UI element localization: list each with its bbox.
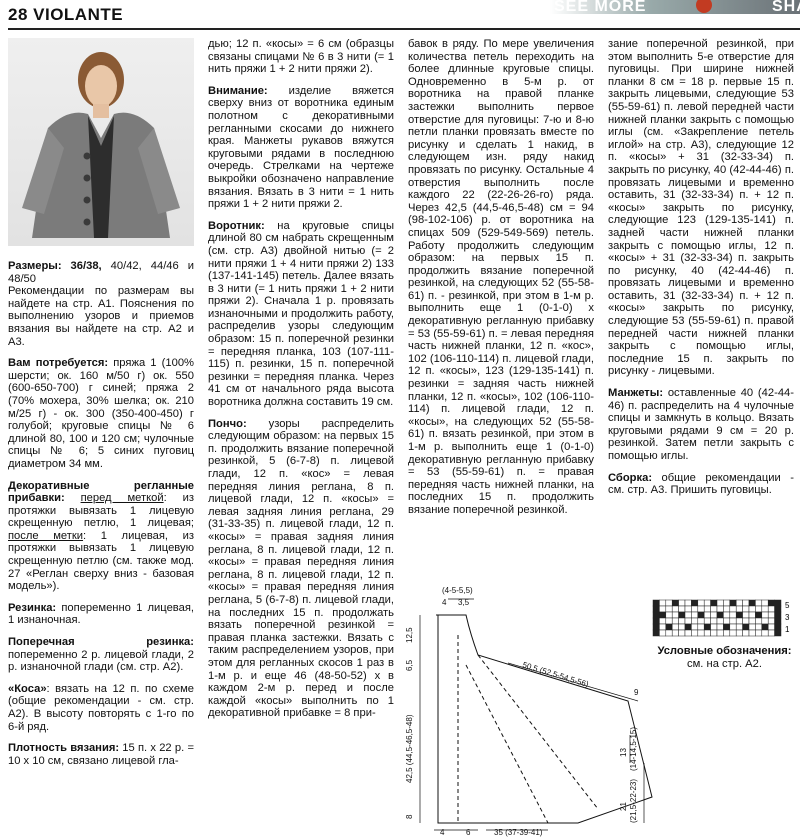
chart-cell (730, 606, 736, 612)
chart-cell (666, 618, 672, 624)
chart-cell (723, 606, 729, 612)
dim-top: (4-5-5,5) (442, 586, 473, 595)
chart-row-3: 3 (785, 613, 790, 622)
chart-cell (659, 624, 665, 630)
dim-21: 21 (619, 802, 628, 811)
dim-6-5: 6,5 (405, 659, 414, 671)
chart-cell (775, 606, 781, 612)
chart-cell (717, 624, 723, 630)
chart-cell (711, 606, 717, 612)
sizes-values: 40/42, 44/46 и 48/50 (8, 260, 194, 285)
chart-cell (666, 600, 672, 606)
attention-text: изделие вяжется сверху вниз от воротника единым полотном с декоративными регланными скосами до нижнего края. Манжеты рукавов вяжутся круговыми рядами в последнюю очередь. Стрелками на чертеже выкройки обозначено направление вязания. Вязать в 3 нити = 1 нить пряжи 1 + 2 нити пряжи 2. (208, 84, 394, 211)
raglan-after-text: : 1 лицевая, из протяжки вывязать 1 лицевую скрещенную петлю (см. также мод. 27 «Реглан сверху вниз - базовая модель»). (8, 529, 194, 593)
chart-cell (768, 624, 774, 630)
dim-bottom-4: 4 (440, 828, 445, 837)
chart-cell (775, 630, 781, 636)
cuffs-label: Манжеты: (608, 387, 664, 400)
chart-cell (659, 618, 665, 624)
chart-cell (768, 618, 774, 624)
chart-cell (691, 624, 697, 630)
chart-cell (730, 630, 736, 636)
chart-cell (679, 624, 685, 630)
chart-cell (659, 612, 665, 618)
chart-cell (743, 630, 749, 636)
gauge-continued: дью; 12 п. «косы» = 6 см (образцы связаны спицами № 6 в 3 нити (= 1 нить пряжи 1 + 2 нити пряжи 2). (208, 38, 394, 76)
chart-cell (762, 606, 768, 612)
chart-cell (704, 618, 710, 624)
chart-cell (730, 624, 736, 630)
dim-50-5: 50,5 (52,5-54,5-56) (521, 660, 590, 689)
chart-cell (672, 612, 678, 618)
chart-cell (691, 612, 697, 618)
assembly-paragraph (608, 472, 794, 497)
chart-cell (704, 600, 710, 606)
raglan-label: Декоративные регланные прибавки: (8, 479, 194, 505)
materials-paragraph (8, 357, 194, 470)
chart-cell (768, 612, 774, 618)
legend-text: см. на стр. А2. (687, 658, 762, 670)
density-paragraph (8, 742, 194, 767)
chart-cell (666, 624, 672, 630)
chart-cell (685, 624, 691, 630)
chart-cell (730, 612, 736, 618)
chart-cell (711, 612, 717, 618)
cuffs-text: оставленные 40 (42-44-46) п. распределить на 4 чулочные спицы и замкнуть в кольцо. Вязать круговыми рядами 9 см = 20 р. резинкой. Затем петли закрыть с помощью иглы. (608, 387, 794, 462)
chart-cell (672, 624, 678, 630)
raglan-before-label: перед меткой (80, 492, 164, 505)
chart-cell (698, 630, 704, 636)
chart-cell (762, 618, 768, 624)
chart-cell (736, 600, 742, 606)
chart-cell (717, 630, 723, 636)
chart-cell (743, 612, 749, 618)
woman-in-cardigan-image (8, 38, 194, 246)
chart-cell (755, 624, 761, 630)
density-text: 15 п. х 22 р. = 10 х 10 см, связано лицевой гла- (8, 742, 194, 767)
sizes-recommend: Рекомендации по размерам вы найдете на стр. А1. Пояснения по выполнению узоров и приемов вязания вы найдете на стр. А2 и А3. (8, 285, 194, 348)
cross-rib-text: попеременно 2 р. лицевой глади, 2 р. изнаночной глади (см. стр. А2). (8, 648, 194, 674)
chart-cell (704, 606, 710, 612)
chart-cell (775, 600, 781, 606)
braid-chart (651, 598, 791, 638)
chart-cell (762, 630, 768, 636)
column-1 (8, 260, 194, 776)
chart-cell (672, 618, 678, 624)
chart-cell (679, 618, 685, 624)
cross-rib-paragraph (8, 636, 194, 674)
braid-text: : вязать на 12 п. по схеме (общие рекомендации - см. стр. А2). В высоту повторять с 1-го по 6-й ряд. (8, 682, 194, 733)
chart-cell (768, 600, 774, 606)
chart-cell (679, 600, 685, 606)
poncho-paragraph (208, 418, 394, 720)
chart-cell (736, 630, 742, 636)
chart-cell (749, 618, 755, 624)
chart-cell (685, 600, 691, 606)
dim-12-5: 12,5 (405, 627, 414, 643)
dim-21-5: (21,5-22-23) (629, 778, 638, 823)
poncho-text: узоры распределить следующим образом: на первых 15 п. продолжить вязание поперечной резинкой, 5 (6-7-8) п. лицевой глади, 12 п. «кос» = левая передняя линия реглана, 8 п. лицевой глади, 12 п. «косы» = левая задняя линия реглана, 29 (31-33-35) п. лицевой глади, 12 п. «косы» = правая задняя линия реглана, 8 п. лицевой глади, 12 п. «косы» = правая передняя линия реглана, 8 п. лицевой глади, 12 п. «косы» = правая передняя линия реглана, 5 (6-7-8) п. лицевой глади, на последних 15 п. продолжать вязать поперечной резинкой = правая планка застежки. Вязать с таким распределением узоров, при этом для регланных скосов 1 раз в 1-м р. и еще 46 (48-50-52) х в каждом 2-м р. перед и после каждой «косы» выполнить по 1 декоративной прибавке = 8 при- (208, 417, 394, 720)
dim-bottom-6: 6 (466, 828, 471, 837)
chart-cell (704, 624, 710, 630)
band-paragraph: зание поперечной резинкой, при этом выполнить 5-е отверстие для пуговицы. При ширине нижней планки 8 см = 18 р. первые 15 п. закрыть лицевыми, следующие 53 (55-59-61) п. левой передней части нижней планки закрыть с помощью иглы (см. «Закрепление петель иглой» на стр. А3), следующие 12 п. «косы» + 31 (32-33-34) п. закрыть по рисунку, 40 (42-44-46) п. провязать лицевыми и временно оставить, 31 (32-33-34) п. + 12 п. «косы» закрыть по рисунку, следующие 123 (129-135-141) п. задней части нижней планки закрыть с помощью иглы, 12 п. «косы» + 31 (32-33-34) п. закрыть по рисунку, 40 (42-44-46) п. провязать лицевыми и временно оставить, 31 (32-33-34) п. + 12 п. «косы» закрыть по рисунку, следующие 53 (55-59-61) п. правой передней части нижней планки закрыть с помощью иглы, последние 15 п. закрыть по рисунку - лицевыми. (608, 38, 794, 378)
chart-cell (743, 606, 749, 612)
chart-cell (755, 630, 761, 636)
chart-cell (723, 618, 729, 624)
sizes-paragraph (8, 260, 194, 348)
chart-cell (736, 624, 742, 630)
see-more-label[interactable]: SEE MORE (554, 0, 647, 15)
chart-cell (653, 618, 659, 624)
chart-row-5: 5 (785, 601, 790, 610)
chart-cell (698, 618, 704, 624)
rib-label: Резинка: (8, 601, 57, 614)
sizes-label: Размеры: 36/38, (8, 260, 102, 272)
chart-cell (730, 618, 736, 624)
legend-title: Условные обозначения: (657, 645, 792, 657)
poncho-continued: бавок в ряду. По мере увеличения количества петель переходить на более длинные круговые спицы. Одновременно в 5-м р. от воротника на правой планке застежки выполнить первое отверстие для пуговицы: 7-ю и 8-ю петли планки провязать вместе по рисунку и сделать 1 накид, в следующем изн. ряду накид провязать по рисунку. Остальные 4 отверстия выполнить после каждого 22 (22-26-26-го) ряда. Через 42,5 (44,5-46,5-48) см = 94 (98-102-106) р. от воротника на спицах 509 (529-549-569) петель. Работу продолжить следующим образом: на первых 15 п. продолжить вязание поперечной резинкой, на следующих 52 (55-58-61) п. - резинкой, при этом в 1-м р. выполнить еще 1 (0-1-0) х декоративную регланную прибавку = 53 (55-59-61) п. = левая передняя часть нижней планки, 12 п. «кос», 102 (106-110-114) п. лицевой глади, 12 п. «косы», 123 (129-135-141) п. резинки = задняя часть нижней планки, 12 п. «косы», 102 (106-110-114) п. лицевой глади, 12 п. «косы», на следующих 52 (55-58-61) п. вязать резинкой, при этом в 1-м р. выполнить еще 1 (0-1-0) декоративную регланную прибавку = 53 (55-59-61) п. = правая передняя часть нижней планки, на последних 15 п. продолжить вязание поперечной резинкой. (408, 38, 594, 516)
column-2 (208, 38, 394, 729)
chart-cell (762, 600, 768, 606)
chart-cell (723, 600, 729, 606)
chart-cell (775, 618, 781, 624)
chart-cell (653, 612, 659, 618)
chart-cell (698, 600, 704, 606)
collar-text: на круговые спицы длиной 80 см набрать скрещенным (см. стр. А3) двойной нитью (= 2 нити пряжи 1 + 4 нити пряжи 2) 133 (137-141-145) петель. Далее вязать в 3 нити (= 1 нить пряжи 1 + 2 нити пряжи 2). Сначала 1 р. провязать изнаночными и продолжить работу, распределив узоры следующим образом: 15 п. поперечной резинки = передняя планка, 103 (107-111-115) п. резинки, 15 п. поперечной резинки = передняя планка. Через 41 см от начального ряда высота воротника должна составить 19 см. (208, 219, 394, 409)
chart-cell (698, 624, 704, 630)
chart-cell (691, 630, 697, 636)
dim-13: 13 (619, 748, 628, 757)
chart-cell (711, 630, 717, 636)
chart-cell (672, 600, 678, 606)
chart-cell (736, 618, 742, 624)
chart-cell (755, 600, 761, 606)
dim-8: 8 (405, 814, 414, 819)
chart-cell (679, 630, 685, 636)
share-label-cut[interactable]: SHA (772, 0, 809, 15)
top-bar (0, 0, 809, 30)
poncho-label: Пончо: (208, 417, 247, 430)
raglan-before-text: : из протяжки вывязать 1 лицевую скрещенную петлю, 1 лицевая; (8, 492, 194, 530)
title-rule (8, 28, 800, 30)
chart-cell (685, 612, 691, 618)
attention-label: Внимание: (208, 84, 268, 97)
chart-cell (672, 606, 678, 612)
legend-block (652, 645, 797, 671)
chart-cell (698, 612, 704, 618)
chart-row-1: 1 (785, 625, 790, 634)
dim-3-5: 3,5 (458, 598, 470, 607)
chart-cell (723, 624, 729, 630)
chart-cell (755, 606, 761, 612)
chart-cell (659, 600, 665, 606)
chart-cell (679, 612, 685, 618)
materials-text: пряжа 1 (100% шерсти; ок. 160 м/50 г) ок. 550 (600-650-700) г синей; пряжа 2 (70% мохера, 30% шелка; ок. 210 м/25 г) - ок. 300 (350-400-450) г голубой; круговые спицы № 6 длиной 80, 100 и 120 см; чулочные спицы № 6; 5 синих пуговиц диаметром 34 мм. (8, 357, 194, 470)
braid-paragraph (8, 683, 194, 733)
chart-cell (704, 630, 710, 636)
chart-cell (749, 606, 755, 612)
chart-cell (768, 606, 774, 612)
chart-cell (685, 618, 691, 624)
chart-cell (659, 606, 665, 612)
cuffs-paragraph (608, 387, 794, 463)
chart-cell (691, 618, 697, 624)
chart-cell (755, 618, 761, 624)
chart-cell (743, 600, 749, 606)
chart-cell (711, 618, 717, 624)
chart-cell (653, 624, 659, 630)
notification-dot-icon (696, 0, 712, 13)
chart-cell (743, 624, 749, 630)
braid-label: «Коса» (8, 682, 47, 695)
assembly-label: Сборка: (608, 471, 653, 484)
chart-cell (717, 600, 723, 606)
chart-cell (762, 624, 768, 630)
chart-cell (717, 612, 723, 618)
chart-cell (775, 612, 781, 618)
chart-cell (679, 606, 685, 612)
attention-paragraph (208, 85, 394, 211)
chart-cell (704, 612, 710, 618)
chart-cell (736, 612, 742, 618)
chart-cell (666, 612, 672, 618)
density-label: Плотность вязания: (8, 742, 120, 755)
chart-cell (717, 618, 723, 624)
chart-cell (730, 600, 736, 606)
collar-label: Воротник: (208, 219, 265, 232)
chart-cell (698, 606, 704, 612)
dim-14: (14-14,5-15) (629, 726, 638, 771)
chart-cell (653, 630, 659, 636)
chart-cell (685, 606, 691, 612)
raglan-after-label: после метки (8, 529, 84, 542)
chart-cell (685, 630, 691, 636)
chart-cell (659, 630, 665, 636)
model-title: 28 VIOLANTE (8, 5, 124, 24)
raglan-paragraph (8, 480, 194, 593)
chart-cell (711, 624, 717, 630)
chart-cell (749, 624, 755, 630)
column-3 (408, 38, 594, 526)
column-4 (608, 38, 794, 506)
chart-cell (653, 600, 659, 606)
chart-cell (672, 630, 678, 636)
chart-cell (743, 618, 749, 624)
chart-cell (723, 630, 729, 636)
chart-cell (711, 600, 717, 606)
rib-paragraph (8, 602, 194, 627)
chart-cell (691, 606, 697, 612)
chart-cell (653, 606, 659, 612)
chart-cell (723, 612, 729, 618)
chart-cell (749, 600, 755, 606)
assembly-text: общие рекомендации - см. стр. А3. Пришить пуговицы. (608, 471, 794, 497)
chart-cell (768, 630, 774, 636)
chart-cell (762, 612, 768, 618)
braid-chart-grid (651, 598, 791, 638)
materials-label: Вам потребуется: (8, 357, 109, 370)
chart-cell (666, 606, 672, 612)
chart-cell (775, 624, 781, 630)
model-photo (8, 38, 194, 246)
see-more-banner[interactable] (550, 0, 809, 15)
pattern-schematic (398, 585, 658, 838)
dim-9: 9 (634, 688, 639, 697)
chart-cell (717, 606, 723, 612)
dim-42-5: 42,5 (44,5-46,5-48) (405, 714, 414, 783)
chart-cell (749, 612, 755, 618)
chart-cell (666, 630, 672, 636)
chart-cell (736, 606, 742, 612)
chart-cell (749, 630, 755, 636)
rib-text: попеременно 1 лицевая, 1 изнаночная. (8, 601, 194, 627)
chart-cell (691, 600, 697, 606)
dim-4: 4 (442, 598, 447, 607)
cross-rib-label: Поперечная резинка: (8, 636, 194, 649)
chart-cell (755, 612, 761, 618)
dim-bottom-35: 35 (37-39-41) (494, 828, 543, 837)
collar-paragraph (208, 220, 394, 409)
